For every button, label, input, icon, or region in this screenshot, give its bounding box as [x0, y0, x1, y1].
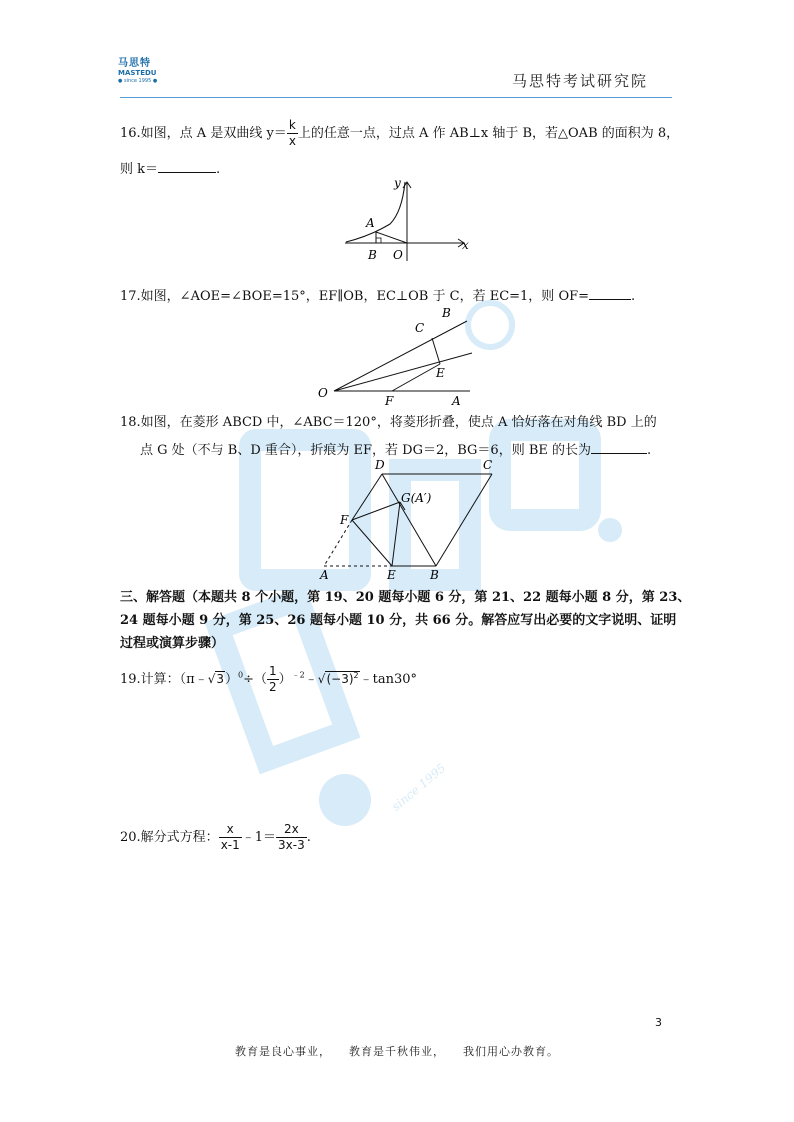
q19-frac-num: 1: [269, 664, 277, 678]
q16-text-c: 则 k＝: [120, 162, 159, 177]
q20-frac2-num: 2x: [276, 822, 307, 838]
q17-label-B: B: [442, 306, 451, 320]
page-number: 3: [655, 1016, 662, 1029]
watermark-since: since 1995: [388, 760, 449, 814]
q18-label-E: E: [387, 568, 396, 582]
q16-frac-den: x: [288, 134, 296, 148]
q17-text: 17.如图，∠AOE=∠BOE=15°，EF∥OB，EC⊥OB 于 C，若 EC=1，则 OF=: [120, 289, 590, 304]
logo-line2: MASTEDU: [118, 69, 157, 77]
q18-figure: [312, 456, 502, 582]
q16-end: .: [216, 162, 221, 177]
q19-exp0: 0: [238, 670, 244, 680]
q19-sqrt3-value: 3: [216, 672, 225, 686]
q17-figure: [312, 304, 482, 408]
q16-label-A: A: [366, 216, 375, 230]
section3-line3: 过程或演算步骤）: [120, 636, 225, 651]
institute-name: 马思特考试研究院: [512, 72, 649, 90]
q17-label-A: A: [452, 394, 461, 408]
q16-frac-num: k: [287, 118, 298, 134]
q16-label-B: B: [368, 248, 377, 262]
q20-frac1-den: x-1: [220, 838, 240, 852]
q17-label-E: E: [436, 366, 445, 380]
q19-frac-den: 2: [269, 680, 277, 694]
q16-fraction: [287, 118, 298, 149]
section3-line1: 三、解答题（本题共 8 个小题，第 19、20 题每小题 6 分，第 21、22 题每小题 8 分，第 23、: [120, 590, 691, 605]
q16-answer-blank[interactable]: [158, 158, 216, 173]
q17-label-F: F: [385, 394, 394, 408]
q19-label: 19.计算：（π﹣: [120, 672, 208, 687]
q16-line2: [120, 158, 220, 180]
q18-label-C: C: [483, 458, 493, 472]
q20-mid: ﹣1＝: [241, 830, 277, 845]
q19-expression: [120, 664, 417, 695]
q17-end: .: [631, 289, 636, 304]
q19-sqrt3: √3: [207, 672, 225, 686]
q16-figure: [340, 176, 475, 266]
q19-sqrt-exp: 2: [353, 671, 359, 680]
q19-part-e: ﹣: [304, 672, 318, 687]
q19-fraction: [267, 664, 279, 695]
q16-text-a: 16.如图，点 A 是双曲线 y＝: [120, 126, 287, 141]
q18-answer-blank[interactable]: [591, 439, 647, 454]
q17-label-O: O: [318, 386, 328, 400]
watermark-dot-bottom: [319, 774, 371, 826]
q18-label-B: B: [430, 568, 439, 582]
q20-label: 20.解分式方程：: [120, 830, 219, 845]
q19-part-c: ÷（: [243, 672, 268, 687]
q18-label-D: D: [375, 458, 385, 472]
q19-sqrt-inner: (−3): [326, 672, 354, 686]
q16-label-y: y: [394, 176, 401, 190]
q18-line1: 18.如图，在菱形 ABCD 中，∠ABC＝120°，将菱形折叠，使点 A 恰好落在对角线 BD 上的: [120, 415, 657, 430]
q16-label-O: O: [393, 248, 403, 262]
watermark-dot-left: [598, 518, 622, 542]
q18-label-A: A: [320, 568, 329, 582]
q20-fraction-2: [276, 822, 307, 853]
q20-equation: [120, 822, 311, 853]
q19-exp-neg2: ﹣2: [291, 670, 305, 680]
q19-part-d: ）: [278, 672, 292, 687]
logo-line1: 马思特: [118, 58, 151, 69]
q16-text-b: 上的任意一点，过点 A 作 AB⊥x 轴于 B，若△OAB 的面积为 8，: [297, 126, 680, 141]
header-divider: [120, 97, 672, 98]
footer-slogan: 教育是良心事业， 教育是千秋伟业， 我们用心办教育。: [235, 1045, 559, 1058]
q16-label-x: x: [462, 238, 469, 252]
q18-end: .: [647, 443, 652, 458]
q20-end: .: [306, 830, 311, 845]
brand-logo: [118, 58, 174, 88]
logo-line3: ● since 1995 ●: [118, 78, 158, 84]
q18-text: 点 G 处（不与 B、D 重合），折痕为 EF，若 DG＝2，BG＝6，则 BE 的长为: [140, 443, 592, 458]
q20-frac2-den: 3x-3: [278, 838, 305, 852]
q17-label-C: C: [415, 321, 425, 335]
q20-frac1-num: x: [219, 822, 242, 838]
q18-label-G: G(A′): [401, 491, 432, 505]
q16-line1: [120, 118, 679, 149]
q19-part-f: ﹣tan30°: [359, 672, 417, 687]
section3-line2: 24 题每小题 9 分，第 25、26 题每小题 10 分，共 66 分。解答应写出必要的文字说明、证明: [120, 613, 677, 628]
q20-fraction-1: [219, 822, 242, 853]
q19-sqrt-square: $√(-3)^2$: [317, 671, 359, 686]
q19-part-b: ）: [225, 672, 239, 687]
q18-label-F: F: [340, 513, 349, 527]
q17-answer-blank[interactable]: [589, 285, 631, 300]
